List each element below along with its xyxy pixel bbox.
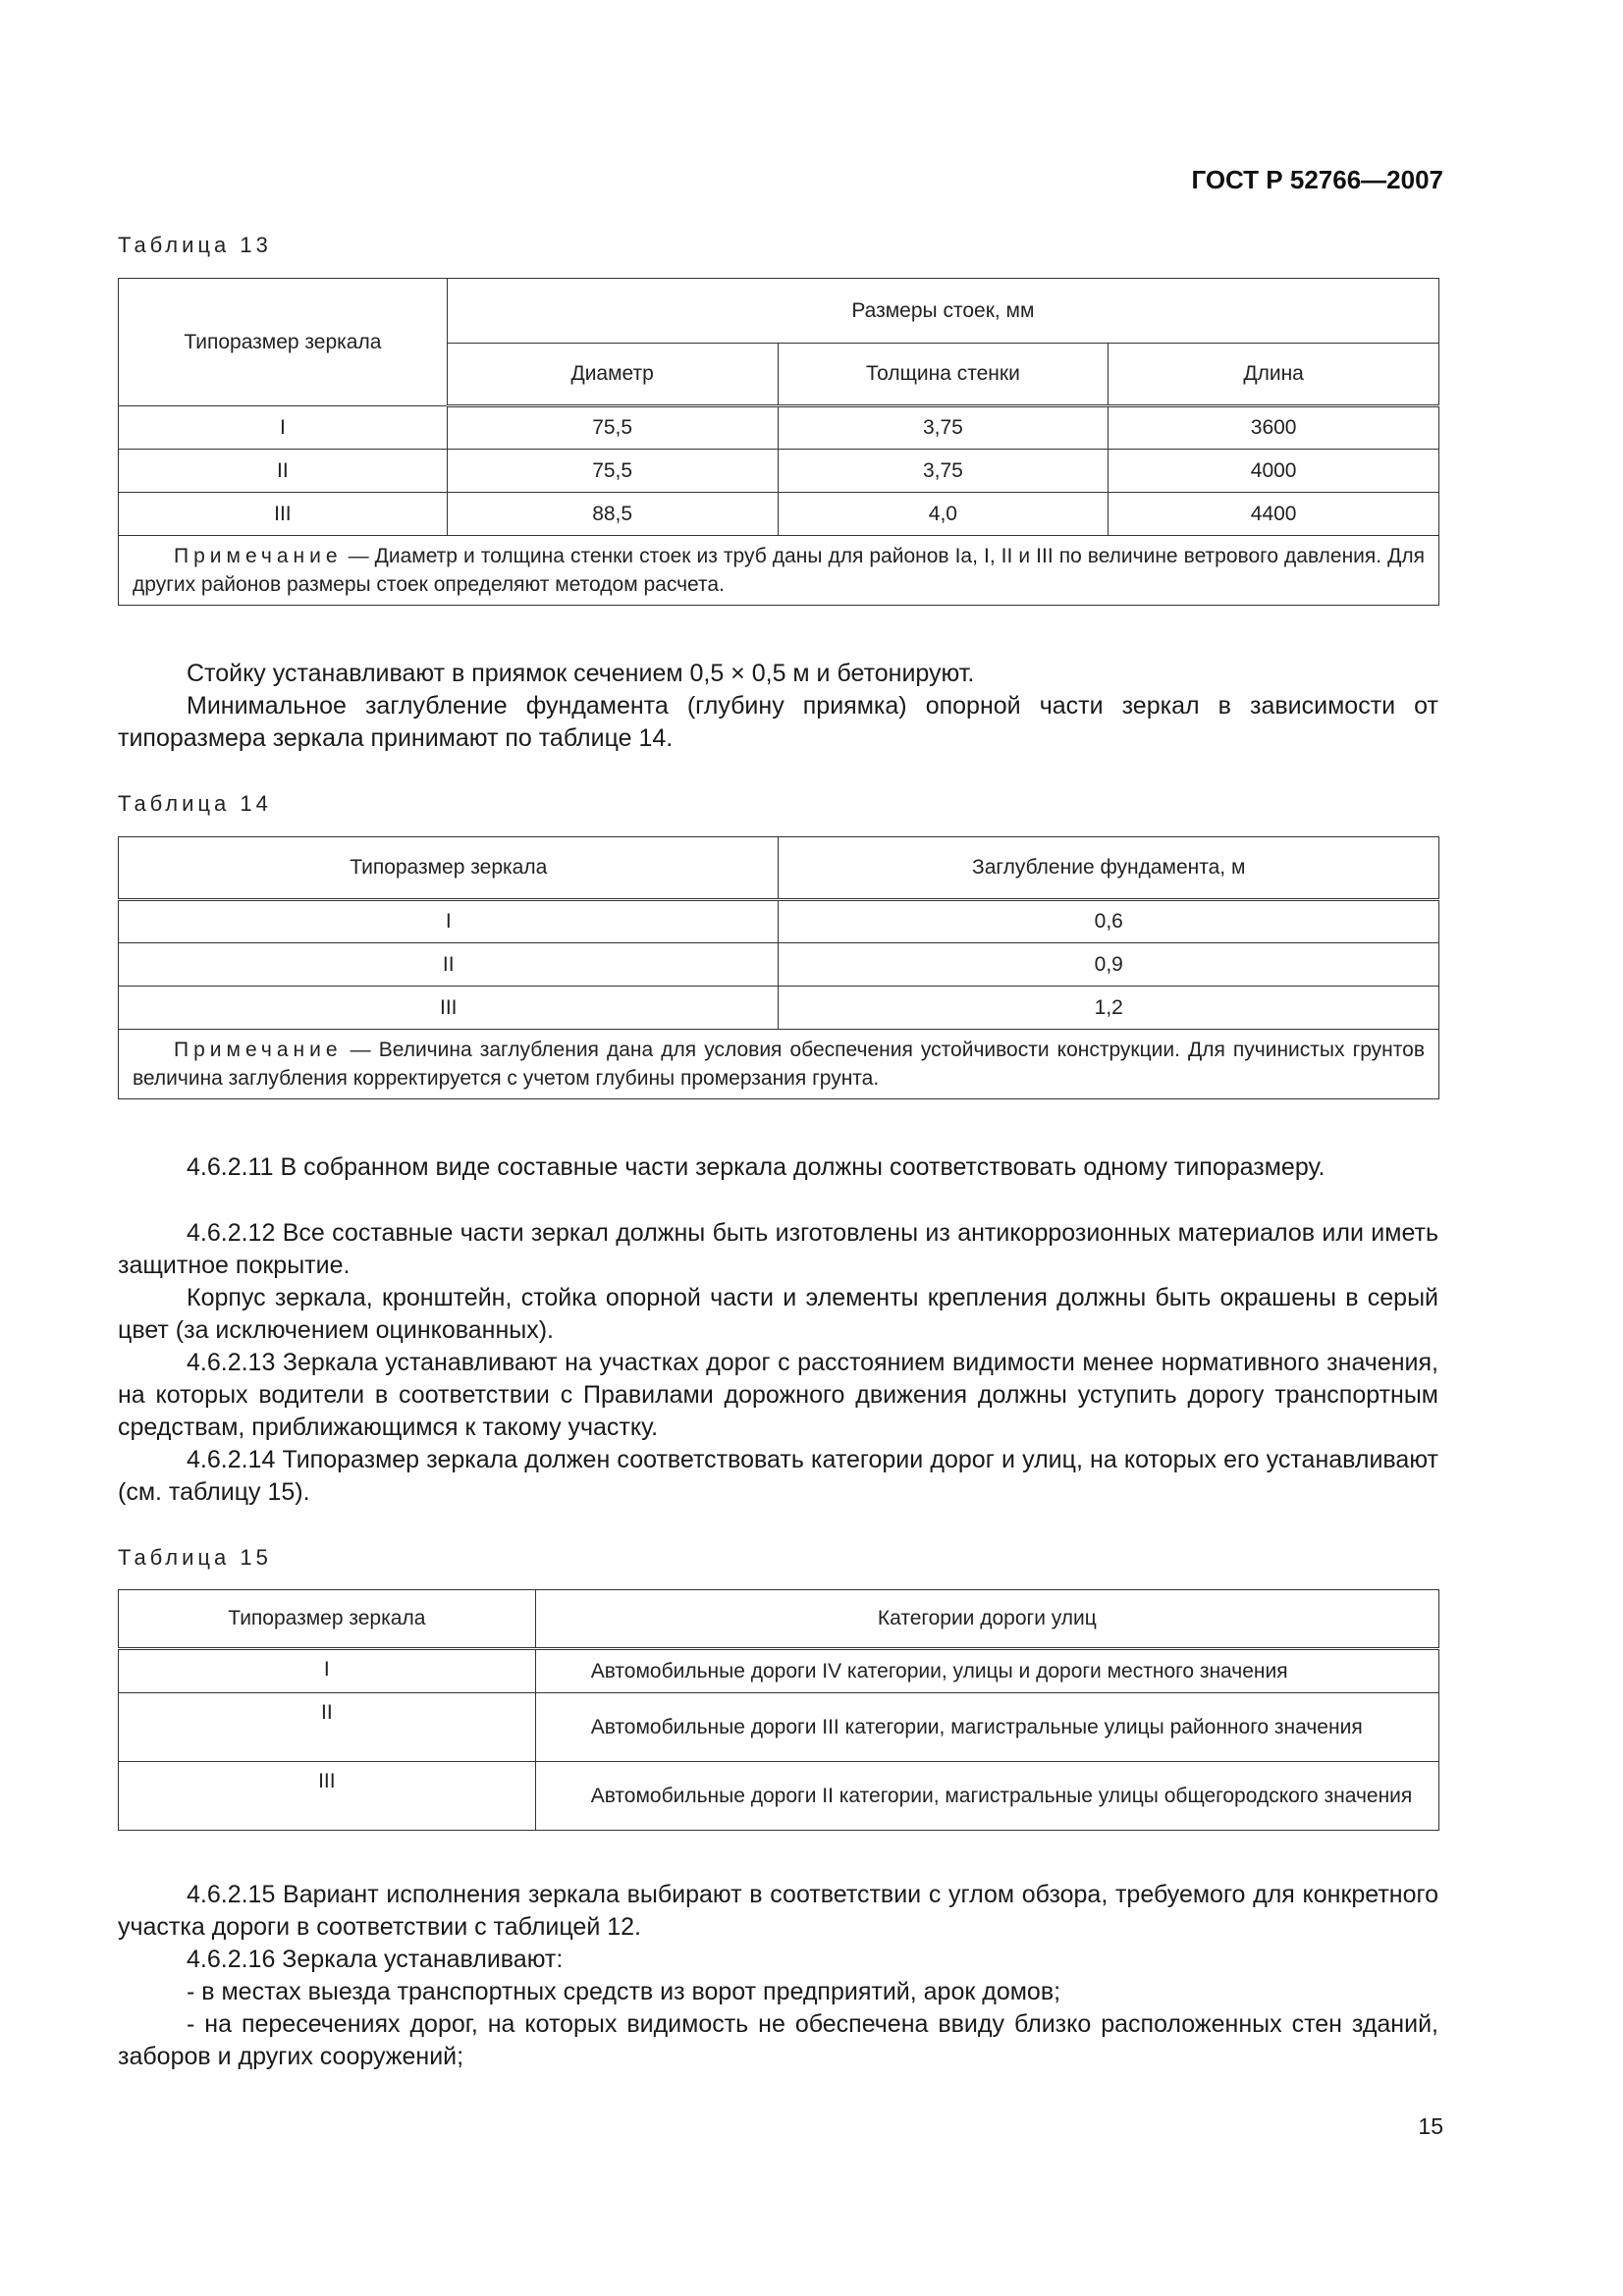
table-13: [118, 278, 1439, 606]
table-cell: III: [119, 1762, 536, 1831]
table-cell: 4400: [1109, 493, 1439, 536]
table-13-header-length: Длина: [1109, 344, 1439, 406]
list-item: - в местах выезда транспортных средств из ворот предприятий, арок домов;: [187, 1978, 1061, 2005]
table-cell: II: [119, 450, 448, 493]
note-text: — Величина заглубления дана для условия обеспечения устойчивости конструкции. Для пучинистых грунтов величина заглубления корректируется с учетом глубины промерзания грунта.: [133, 1039, 1425, 1090]
paragraph-4-6-2-14: 4.6.2.14 Типоразмер зеркала должен соответствовать категории дорог и улиц, на которых его устанавливают (см. таблицу 15).: [118, 1446, 1438, 1506]
paragraph-4-6-2-12: 4.6.2.12 Все составные части зеркал должны быть изготовлены из антикоррозионных материалов или иметь защитное покрытие.: [118, 1219, 1438, 1279]
table-cell: 3,75: [778, 406, 1109, 450]
table-cell: 0,6: [779, 900, 1439, 943]
table-14: [118, 836, 1439, 1099]
table-14-header-depth: Заглубление фундамента, м: [779, 837, 1439, 900]
table-cell: I: [119, 406, 448, 450]
table-row: [119, 1649, 1439, 1693]
table-row: [119, 406, 1439, 450]
table-cell: I: [119, 1649, 536, 1693]
table-14-header-type: Типоразмер зеркала: [119, 837, 779, 900]
note-label: Примечание: [174, 545, 343, 567]
table-row: [119, 1762, 1439, 1831]
table-cell: III: [119, 493, 448, 536]
table-cell: II: [119, 1693, 536, 1762]
table-14-caption: Таблица 14: [118, 791, 272, 816]
paragraph: Минимальное заглубление фундамента (глубину приямка) опорной части зеркал в зависимости от типоразмера зеркала принимают по таблице 14.: [118, 692, 1438, 752]
table-13-header-group: Размеры стоек, мм: [447, 279, 1438, 344]
paragraph-4-6-2-16: 4.6.2.16 Зеркала устанавливают:: [187, 1946, 564, 1973]
table-cell: 3600: [1109, 406, 1439, 450]
table-cell: 1,2: [779, 987, 1439, 1030]
document-code: ГОСТ Р 52766—2007: [1191, 165, 1443, 194]
paragraph: Стойку устанавливают в приямок сечением 0,5 × 0,5 м и бетонируют.: [187, 660, 975, 687]
table-13-header-type: Типоразмер зеркала: [119, 279, 448, 406]
table-cell: 88,5: [447, 493, 778, 536]
table-cell: Автомобильные дороги IV категории, улицы и дороги местного значения: [535, 1649, 1438, 1693]
table-cell: 0,9: [779, 943, 1439, 987]
paragraph-4-6-2-15: 4.6.2.15 Вариант исполнения зеркала выбирают в соответствии с углом обзора, требуемого для конкретного участка дороги в соответствии с таблицей 12.: [118, 1881, 1438, 1941]
list-item: - на пересечениях дорог, на которых видимость не обеспечена ввиду близко расположенных стен зданий, заборов и других сооружений;: [118, 2010, 1438, 2070]
page-number: 15: [1418, 2113, 1443, 2139]
table-15: [118, 1589, 1439, 1831]
table-cell: I: [119, 900, 779, 943]
table-13-header-wall: Толщина стенки: [778, 344, 1109, 406]
note-label: Примечание: [174, 1039, 343, 1061]
table-row: [119, 943, 1439, 987]
paragraph: Корпус зеркала, кронштейн, стойка опорной части и элементы крепления должны быть окрашены в серый цвет (за исключением оцинкованных).: [118, 1284, 1438, 1344]
table-cell: III: [119, 987, 779, 1030]
table-row: [119, 900, 1439, 943]
paragraph-4-6-2-13: 4.6.2.13 Зеркала устанавливают на участках дорог с расстоянием видимости менее нормативного значения, на которых водители в соответствии с Правилами дорожного движения должны уступить дорогу транспортным средствам, приближающимся к такому участку.: [118, 1349, 1438, 1441]
table-row: [119, 1693, 1439, 1762]
paragraph-4-6-2-11: 4.6.2.11 В собранном виде составные части зеркала должны соответствовать одному типоразмеру.: [187, 1153, 1325, 1181]
table-cell: 75,5: [447, 406, 778, 450]
table-cell: Автомобильные дороги II категории, магистральные улицы общегородского значения: [535, 1762, 1438, 1831]
table-row: [119, 493, 1439, 536]
table-cell: II: [119, 943, 779, 987]
note-text: — Диаметр и толщина стенки стоек из труб даны для районов Iа, I, II и III по величине ветрового давления. Для других районов размеры стоек определяют методом расчета.: [133, 545, 1425, 596]
table-13-note: [119, 536, 1439, 606]
table-13-caption: Таблица 13: [118, 233, 272, 257]
table-cell: 4,0: [778, 493, 1109, 536]
table-cell: 75,5: [447, 450, 778, 493]
table-15-caption: Таблица 15: [118, 1545, 272, 1570]
table-14-note: [119, 1030, 1439, 1099]
table-cell: 4000: [1109, 450, 1439, 493]
table-cell: Автомобильные дороги III категории, магистральные улицы районного значения: [535, 1693, 1438, 1762]
table-cell: 3,75: [778, 450, 1109, 493]
table-row: [119, 987, 1439, 1030]
table-row: [119, 450, 1439, 493]
table-13-header-diameter: Диаметр: [447, 344, 778, 406]
table-15-header-category: Категории дороги улиц: [535, 1590, 1438, 1649]
table-15-header-type: Типоразмер зеркала: [119, 1590, 536, 1649]
